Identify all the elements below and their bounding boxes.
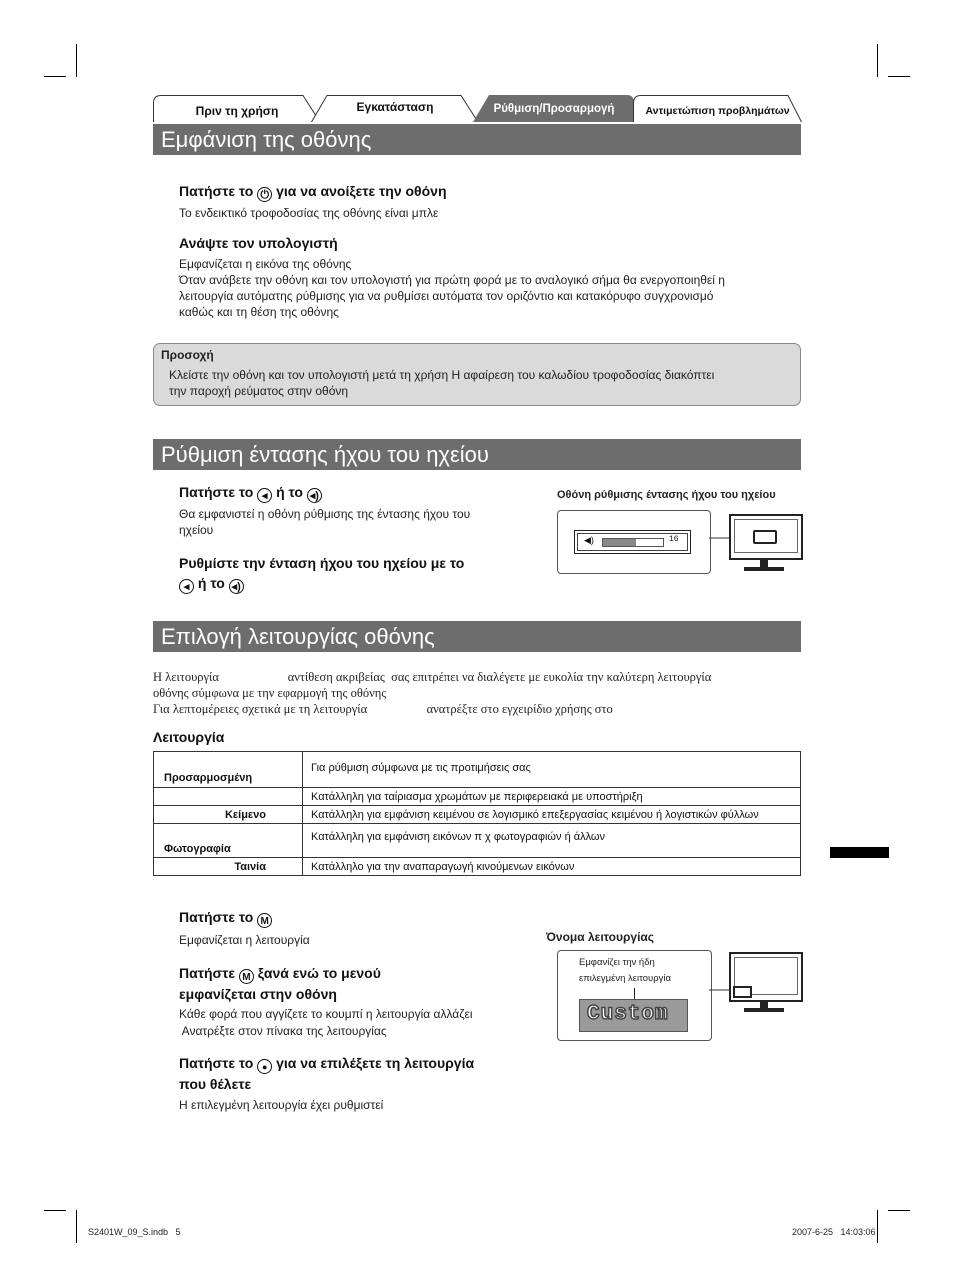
volume-down-icon: ◂ (257, 488, 272, 503)
figure-caption: Όνομα λειτουργίας (546, 930, 655, 944)
step-press-mode-again: Πατήστε M ξανά ενώ το μενού (179, 965, 381, 983)
volume-osd (574, 530, 691, 554)
step-press-mode: Πατήστε το M (179, 907, 272, 928)
tab-installation[interactable]: Εγκατάσταση (311, 95, 479, 122)
step-title: Ανάψτε τον υπολογιστή (179, 235, 338, 251)
mode-name (154, 788, 303, 806)
crop-mark (888, 76, 910, 77)
crop-mark (76, 1210, 77, 1243)
caution-box (153, 343, 801, 406)
crop-mark (877, 1210, 878, 1243)
volume-screen-figure (557, 510, 711, 574)
osd-marker (753, 530, 777, 544)
step-select-mode: Πατήστε το ● για να επιλέξετε τη λειτουργία (179, 1055, 475, 1072)
volume-up-icon: ◂) (307, 488, 322, 503)
step-text: Όταν ανάβετε την οθόνη και τον υπολογιστή για πρώτη φορά με το αναλογικό σήμα θα ενεργοποιηθεί η (179, 273, 725, 287)
volume-value: 16 (669, 535, 679, 544)
figure-note: επιλεγμένη λειτουργία (579, 973, 671, 984)
step-text: Κάθε φορά που αγγίζετε το κουμπί η λειτουργία αλλάζει (179, 1007, 473, 1021)
step-text: ηχείου (179, 523, 214, 537)
mode-name: Προσαρμοσμένη (154, 752, 303, 788)
mode-button-icon: M (257, 913, 272, 928)
monitor-base (744, 567, 784, 571)
step-text: Το ενδεικτικό τροφοδοσίας της οθόνης είναι μπλε (179, 206, 439, 220)
tab-before-use[interactable]: Πριν τη χρήση (153, 95, 321, 122)
section-tabs (153, 95, 802, 122)
monitor-base (744, 1008, 784, 1012)
section-title-mode: Επιλογή λειτουργίας οθόνης (153, 621, 801, 652)
step-text: Εμφανίζεται η εικόνα της οθόνης (179, 257, 352, 271)
step-text: λειτουργία αυτόματης ρύθμισης για να ρυθμίσει αυτόματα τον οριζόντιο και κατακόρυφο συγχρονισμό (179, 289, 714, 303)
step-adjust-volume: Ρυθμίστε την ένταση ήχου του ηχείου με το (179, 555, 465, 571)
mode-desc: Κατάλληλο για την αναπαραγωγή κινούμενων εικόνων (303, 858, 801, 876)
caution-text: την παροχή ρεύματος στην οθόνη (169, 384, 349, 398)
figure-caption: Οθόνη ρύθμισης έντασης ήχου του ηχείου (557, 489, 776, 501)
crop-mark (44, 1210, 66, 1211)
monitor-illustration (729, 952, 803, 1002)
table-row (154, 752, 801, 788)
step-text: Ανατρέξτε στον πίνακα της λειτουργίας (179, 1024, 387, 1038)
crop-mark (877, 44, 878, 77)
mode-desc: Για ρύθμιση σύμφωνα με τις προτιμήσεις σας (303, 752, 801, 788)
table-row (154, 806, 801, 824)
mode-name: Φωτογραφία (154, 824, 303, 858)
mode-name: Κείμενο (154, 806, 303, 824)
step-text: καθώς και τη θέση της οθόνης (179, 305, 339, 319)
crop-mark (76, 44, 77, 77)
step-title-line2: που θέλετε (179, 1076, 252, 1092)
mode-desc: Κατάλληλη για ταίριασμα χρωμάτων με περιφερειακά με υποστήριξη (303, 788, 801, 806)
table-row (154, 788, 801, 806)
mode-desc: Κατάλληλη για εμφάνιση εικόνων π χ φωτογραφιών ή άλλων (303, 824, 801, 858)
step-text: Εμφανίζεται η λειτουργία (179, 933, 310, 947)
tab-troubleshooting[interactable]: Αντιμετώπιση προβλημάτων (633, 95, 802, 122)
caution-title: Προσοχή (161, 348, 214, 362)
crop-mark (888, 1210, 910, 1211)
section-title-volume: Ρύθμιση έντασης ήχου του ηχείου (153, 439, 801, 470)
section-title-display: Εμφάνιση της οθόνης (153, 124, 801, 155)
volume-bar-fill (603, 539, 636, 546)
step-text: Θα εμφανιστεί η οθόνη ρύθμισης της έντασης ήχου του (179, 507, 471, 521)
intro-text: Για λεπτομέρειες σχετικά με τη λειτουργία ανατρέξτε στο εγχειρίδιο χρήσης στο (153, 702, 613, 716)
mode-name: Ταινία (154, 858, 303, 876)
step-text: Η επιλεγμένη λειτουργία έχει ρυθμιστεί (179, 1098, 384, 1112)
monitor-stand (760, 558, 768, 567)
volume-up-icon: ◂) (229, 579, 244, 594)
intro-text: οθόνης σύμφωνα με την εφαρμογή της οθόνης (153, 686, 387, 700)
monitor-stand (760, 1000, 768, 1008)
mode-table (153, 751, 801, 876)
mode-name-display: Custom (579, 999, 688, 1032)
step-power-on: Πατήστε το ⏻ για να ανοίξετε την οθόνη (179, 183, 447, 201)
crop-mark (44, 76, 66, 77)
footer-date: 2007-6-25 14:03:06 (792, 1227, 876, 1237)
intro-text: Η λειτουργία αντίθεση ακριβείας σας επιτρέπει να διαλέγετε με ευκολία την καλύτερη λειτουργία (153, 670, 712, 684)
tab-adjustment[interactable]: Ρύθμιση/Προσαρμογή (473, 95, 635, 122)
table-title: Λειτουργία (153, 729, 225, 745)
caution-text: Κλείστε την οθόνη και τον υπολογιστή μετά τη χρήση Η αφαίρεση του καλωδίου τροφοδοσίας διακόπτει (169, 368, 715, 382)
enter-button-icon: ● (257, 1059, 272, 1074)
table-row (154, 858, 801, 876)
osd-marker (733, 986, 752, 998)
volume-down-icon: ◂ (179, 579, 194, 594)
pointer-line (634, 988, 635, 999)
mode-name-figure (557, 950, 712, 1041)
mode-desc: Κατάλληλη για εμφάνιση κειμένου σε λογισμικό επεξεργασίας κειμένου ή λογιστικών φύλλων (303, 806, 801, 824)
step-adjust-volume-line2: ◂ ή το ◂) (179, 573, 244, 594)
mode-button-icon: M (239, 969, 254, 984)
speaker-icon: ◀) (584, 535, 594, 545)
volume-bar (602, 538, 664, 547)
step-press-volume: Πατήστε το ◂ ή το ◂) (179, 482, 322, 503)
step-title-line2: εμφανίζεται στην οθόνη (179, 986, 337, 1002)
monitor-illustration (729, 514, 803, 560)
power-icon: ⏻ (257, 187, 272, 202)
table-row (154, 824, 801, 858)
figure-note: Εμφανίζει την ήδη (579, 957, 655, 968)
footer-file: S2401W_09_S.indb 5 (88, 1227, 181, 1237)
page-index-tab (830, 847, 889, 858)
